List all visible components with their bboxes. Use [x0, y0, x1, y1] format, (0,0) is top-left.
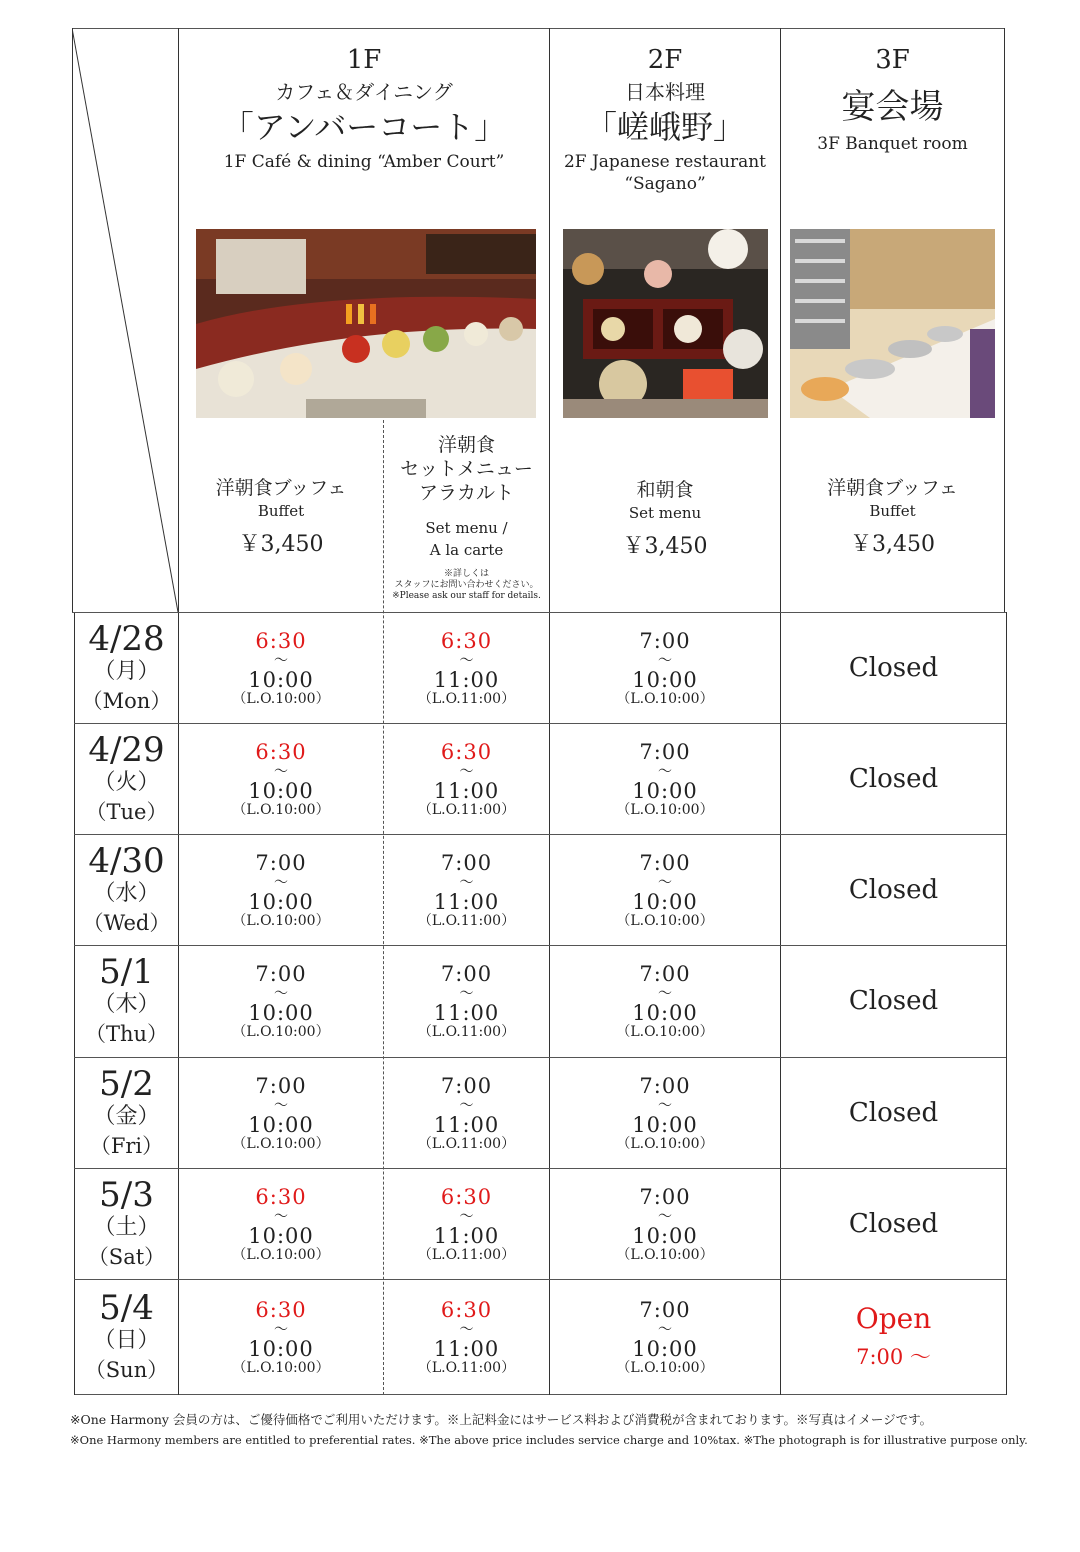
floor-label: 3F — [875, 45, 910, 75]
last-order: （L.O.11:00） — [417, 690, 516, 707]
open-time: 7:00 — [440, 961, 493, 986]
range-tilde: 〜 — [658, 1095, 672, 1116]
footer-note-jp: ※One Harmony 会員の方は、ご優待価格でご利用いただけます。※上記料金にはサービス料および消費税が含まれております。※写真はイメージです。 — [70, 1412, 933, 1427]
hours-cell-sagano — [550, 1279, 780, 1394]
banquet-open: Open — [855, 1301, 932, 1335]
menu-name-jp: セットメニュー — [400, 458, 533, 480]
date-number: 5/3 — [99, 1174, 154, 1215]
hours-cell-amber-set — [384, 1168, 549, 1279]
close-time: 10:00 — [632, 889, 698, 914]
banquet-photo — [790, 229, 995, 418]
hours-cell-amber-buffet — [179, 723, 383, 834]
date-cell — [75, 1057, 178, 1168]
date-cell — [75, 945, 178, 1056]
close-time: 10:00 — [632, 1336, 698, 1361]
last-order: （L.O.10:00） — [616, 1359, 714, 1376]
last-order: （L.O.10:00） — [616, 1246, 714, 1263]
weekday-en: （Sun） — [84, 1357, 169, 1382]
hours-cell-amber-buffet — [179, 1168, 383, 1279]
hours-cell-amber-set — [384, 612, 549, 723]
close-time: 11:00 — [433, 1336, 500, 1361]
open-time: 6:30 — [440, 1184, 493, 1209]
close-time: 11:00 — [433, 778, 500, 803]
date-number: 5/4 — [99, 1287, 154, 1328]
date-number: 5/2 — [99, 1063, 154, 1104]
last-order: （L.O.11:00） — [417, 1135, 516, 1152]
floor-label: 1F — [346, 45, 382, 75]
range-tilde: 〜 — [658, 650, 672, 671]
menu-price: ￥3,450 — [850, 532, 935, 557]
staff-note: スタッフにお問い合わせください。 — [394, 580, 539, 590]
last-order: （L.O.10:00） — [616, 912, 714, 929]
banquet-closed: Closed — [848, 874, 939, 905]
restaurant-name-en: 1F Café & dining “Amber Court” — [223, 152, 505, 172]
close-time: 10:00 — [248, 667, 314, 692]
last-order: （L.O.10:00） — [232, 1359, 330, 1376]
range-tilde: 〜 — [459, 650, 474, 671]
restaurant-type-jp: 日本料理 — [625, 80, 705, 104]
range-tilde: 〜 — [658, 983, 672, 1004]
weekday-jp: （日） — [93, 1327, 160, 1353]
close-time: 11:00 — [433, 1223, 500, 1248]
menu-name-en: Set menu — [628, 504, 702, 522]
open-time: 7:00 — [639, 739, 691, 764]
date-number: 4/29 — [88, 729, 165, 770]
close-time: 10:00 — [248, 1336, 314, 1361]
close-time: 10:00 — [632, 1000, 698, 1025]
menu-name-jp: 洋朝食 — [437, 434, 495, 456]
close-time: 10:00 — [632, 1112, 698, 1137]
last-order: （L.O.10:00） — [232, 801, 330, 818]
weekday-en: （Thu） — [84, 1021, 169, 1046]
open-time: 6:30 — [255, 1297, 307, 1322]
menu-name-jp: 洋朝食ブッフェ — [215, 477, 347, 499]
range-tilde: 〜 — [658, 1206, 672, 1227]
menu-name-jp: 和朝食 — [636, 479, 694, 501]
range-tilde: 〜 — [658, 761, 672, 782]
buffet-photo — [196, 229, 536, 418]
weekday-en: （Sat） — [87, 1244, 166, 1269]
weekday-en: （Wed） — [82, 910, 171, 935]
weekday-en: （Mon） — [81, 688, 172, 713]
restaurant-name-jp: 「アンバーコート」 — [221, 108, 507, 146]
range-tilde: 〜 — [274, 872, 288, 893]
hours-cell-amber-set — [384, 723, 549, 834]
header-sagano — [550, 45, 780, 215]
hours-cell-amber-buffet — [179, 1279, 383, 1394]
open-time: 6:30 — [440, 628, 493, 653]
menu-name-en: Buffet — [257, 502, 305, 520]
last-order: （L.O.10:00） — [232, 1246, 330, 1263]
open-time: 7:00 — [440, 1073, 493, 1098]
open-time: 7:00 — [639, 961, 691, 986]
close-time: 11:00 — [433, 1000, 500, 1025]
date-cell — [75, 1279, 178, 1394]
banquet-status-cell — [781, 1279, 1006, 1394]
date-number: 4/30 — [88, 840, 165, 881]
hours-cell-amber-buffet — [179, 612, 383, 723]
hours-cell-sagano — [550, 1057, 780, 1168]
floor-label: 2F — [647, 45, 683, 75]
hours-cell-amber-set — [384, 834, 549, 945]
hours-cell-sagano — [550, 723, 780, 834]
menu-name-jp: 洋朝食ブッフェ — [827, 477, 958, 499]
date-cell — [75, 834, 178, 945]
last-order: （L.O.11:00） — [417, 801, 516, 818]
range-tilde: 〜 — [459, 1319, 474, 1340]
date-cell — [75, 612, 178, 723]
open-time: 7:00 — [639, 628, 691, 653]
hours-cell-amber-buffet — [179, 945, 383, 1056]
japanese-breakfast-photo — [563, 229, 768, 418]
menu-name-en: A la carte — [429, 541, 504, 559]
top-border — [72, 28, 1004, 29]
last-order: （L.O.11:00） — [417, 1246, 516, 1263]
menu-amber-buffet — [179, 476, 383, 566]
close-time: 10:00 — [248, 889, 314, 914]
close-time: 10:00 — [632, 667, 698, 692]
hours-cell-amber-buffet — [179, 1057, 383, 1168]
range-tilde: 〜 — [459, 761, 474, 782]
range-tilde: 〜 — [658, 1319, 672, 1340]
open-time: 7:00 — [255, 850, 307, 875]
close-time: 10:00 — [248, 1000, 314, 1025]
date-cell — [75, 1168, 178, 1279]
banquet-closed: Closed — [848, 652, 939, 683]
last-order: （L.O.10:00） — [616, 690, 714, 707]
open-time: 6:30 — [440, 1297, 493, 1322]
close-time: 11:00 — [433, 667, 500, 692]
last-order: （L.O.10:00） — [232, 1023, 330, 1040]
weekday-jp: （木） — [93, 991, 160, 1017]
range-tilde: 〜 — [274, 1319, 288, 1340]
range-tilde: 〜 — [459, 1206, 474, 1227]
range-tilde: 〜 — [459, 983, 474, 1004]
menu-name-en: Buffet — [869, 502, 916, 520]
range-tilde: 〜 — [459, 872, 474, 893]
range-tilde: 〜 — [459, 1095, 474, 1116]
staff-note: ※Please ask our staff for details. — [392, 591, 541, 601]
hours-cell-sagano — [550, 834, 780, 945]
close-time: 10:00 — [248, 1112, 314, 1137]
banquet-closed: Closed — [848, 1097, 939, 1128]
right-border — [1004, 28, 1005, 613]
banquet-status-cell — [781, 1168, 1006, 1279]
close-time: 11:00 — [433, 1112, 500, 1137]
open-time: 6:30 — [440, 739, 493, 764]
last-order: （L.O.10:00） — [232, 690, 330, 707]
menu-price: ￥3,450 — [622, 534, 708, 559]
restaurant-name-jp: 「嵯峨野」 — [584, 108, 745, 146]
open-time: 7:00 — [639, 1184, 691, 1209]
restaurant-type-jp: カフェ＆ダイニング — [275, 80, 453, 104]
banquet-status-cell — [781, 834, 1006, 945]
corner-diagonal — [72, 28, 180, 614]
date-number: 5/1 — [99, 951, 154, 992]
open-time: 7:00 — [255, 1073, 307, 1098]
range-tilde: 〜 — [274, 1206, 288, 1227]
banquet-name-en: 3F Banquet room — [817, 134, 968, 154]
last-order: （L.O.10:00） — [616, 1023, 714, 1040]
range-tilde: 〜 — [274, 650, 288, 671]
banquet-closed: Closed — [848, 763, 939, 794]
menu-price: ￥3,450 — [238, 532, 324, 557]
hours-cell-amber-buffet — [179, 834, 383, 945]
open-time: 7:00 — [639, 850, 691, 875]
weekday-jp: （月） — [93, 658, 160, 684]
staff-note: ※詳しくは — [443, 569, 489, 579]
last-order: （L.O.10:00） — [616, 1135, 714, 1152]
last-order: （L.O.11:00） — [417, 1023, 516, 1040]
restaurant-name-en: 2F Japanese restaurant — [563, 152, 767, 172]
menu-name-jp: アラカルト — [418, 482, 514, 504]
open-time: 7:00 — [255, 961, 307, 986]
header-amber-court — [179, 45, 549, 195]
range-tilde: 〜 — [658, 872, 672, 893]
hours-cell-sagano — [550, 612, 780, 723]
open-time: 6:30 — [255, 628, 307, 653]
open-time: 7:00 — [639, 1297, 691, 1322]
header-banquet — [781, 45, 1004, 195]
weekday-en: （Fri） — [89, 1133, 164, 1158]
menu-banquet — [781, 476, 1004, 566]
weekday-jp: （土） — [93, 1214, 160, 1240]
range-tilde: 〜 — [274, 983, 288, 1004]
last-order: （L.O.11:00） — [417, 1359, 516, 1376]
open-time: 6:30 — [255, 739, 307, 764]
close-time: 10:00 — [632, 1223, 698, 1248]
hours-cell-amber-set — [384, 1279, 549, 1394]
close-time: 10:00 — [248, 778, 314, 803]
close-time: 10:00 — [248, 1223, 314, 1248]
open-time: 7:00 — [440, 850, 493, 875]
menu-amber-set — [384, 433, 549, 608]
banquet-closed: Closed — [848, 985, 939, 1016]
bottom-border — [74, 1394, 1007, 1395]
last-order: （L.O.10:00） — [616, 801, 714, 818]
date-number: 4/28 — [88, 618, 165, 659]
banquet-status-cell — [781, 1057, 1006, 1168]
hours-cell-amber-set — [384, 945, 549, 1056]
weekday-en: （Tue） — [85, 799, 168, 824]
banquet-status-cell — [781, 612, 1006, 723]
banquet-status-cell — [781, 723, 1006, 834]
banquet-name-jp: 宴会場 — [841, 87, 944, 127]
restaurant-name-en-2: “Sagano” — [624, 174, 706, 194]
weekday-jp: （火） — [93, 769, 160, 795]
hours-cell-sagano — [550, 1168, 780, 1279]
range-tilde: 〜 — [274, 1095, 288, 1116]
hours-cell-amber-set — [384, 1057, 549, 1168]
close-time: 11:00 — [433, 889, 500, 914]
close-time: 10:00 — [632, 778, 698, 803]
date-cell — [75, 723, 178, 834]
last-order: （L.O.11:00） — [417, 912, 516, 929]
range-tilde: 〜 — [274, 761, 288, 782]
footer-note-en: ※One Harmony members are entitled to preferential rates. ※The above price includes service charge and 10%tax. ※The photograph is for illustrative purpose only. — [70, 1433, 1028, 1447]
hours-cell-sagano — [550, 945, 780, 1056]
banquet-closed: Closed — [848, 1208, 939, 1239]
weekday-jp: （金） — [93, 1103, 160, 1129]
menu-sagano — [550, 478, 780, 568]
banquet-open-time: 7:00 〜 — [856, 1344, 931, 1369]
last-order: （L.O.10:00） — [232, 912, 330, 929]
last-order: （L.O.10:00） — [232, 1135, 330, 1152]
open-time: 7:00 — [639, 1073, 691, 1098]
banquet-status-cell — [781, 945, 1006, 1056]
weekday-jp: （水） — [93, 880, 160, 906]
menu-name-en: Set menu / — [425, 519, 508, 537]
right-border-lower — [1006, 612, 1007, 1395]
open-time: 6:30 — [255, 1184, 307, 1209]
